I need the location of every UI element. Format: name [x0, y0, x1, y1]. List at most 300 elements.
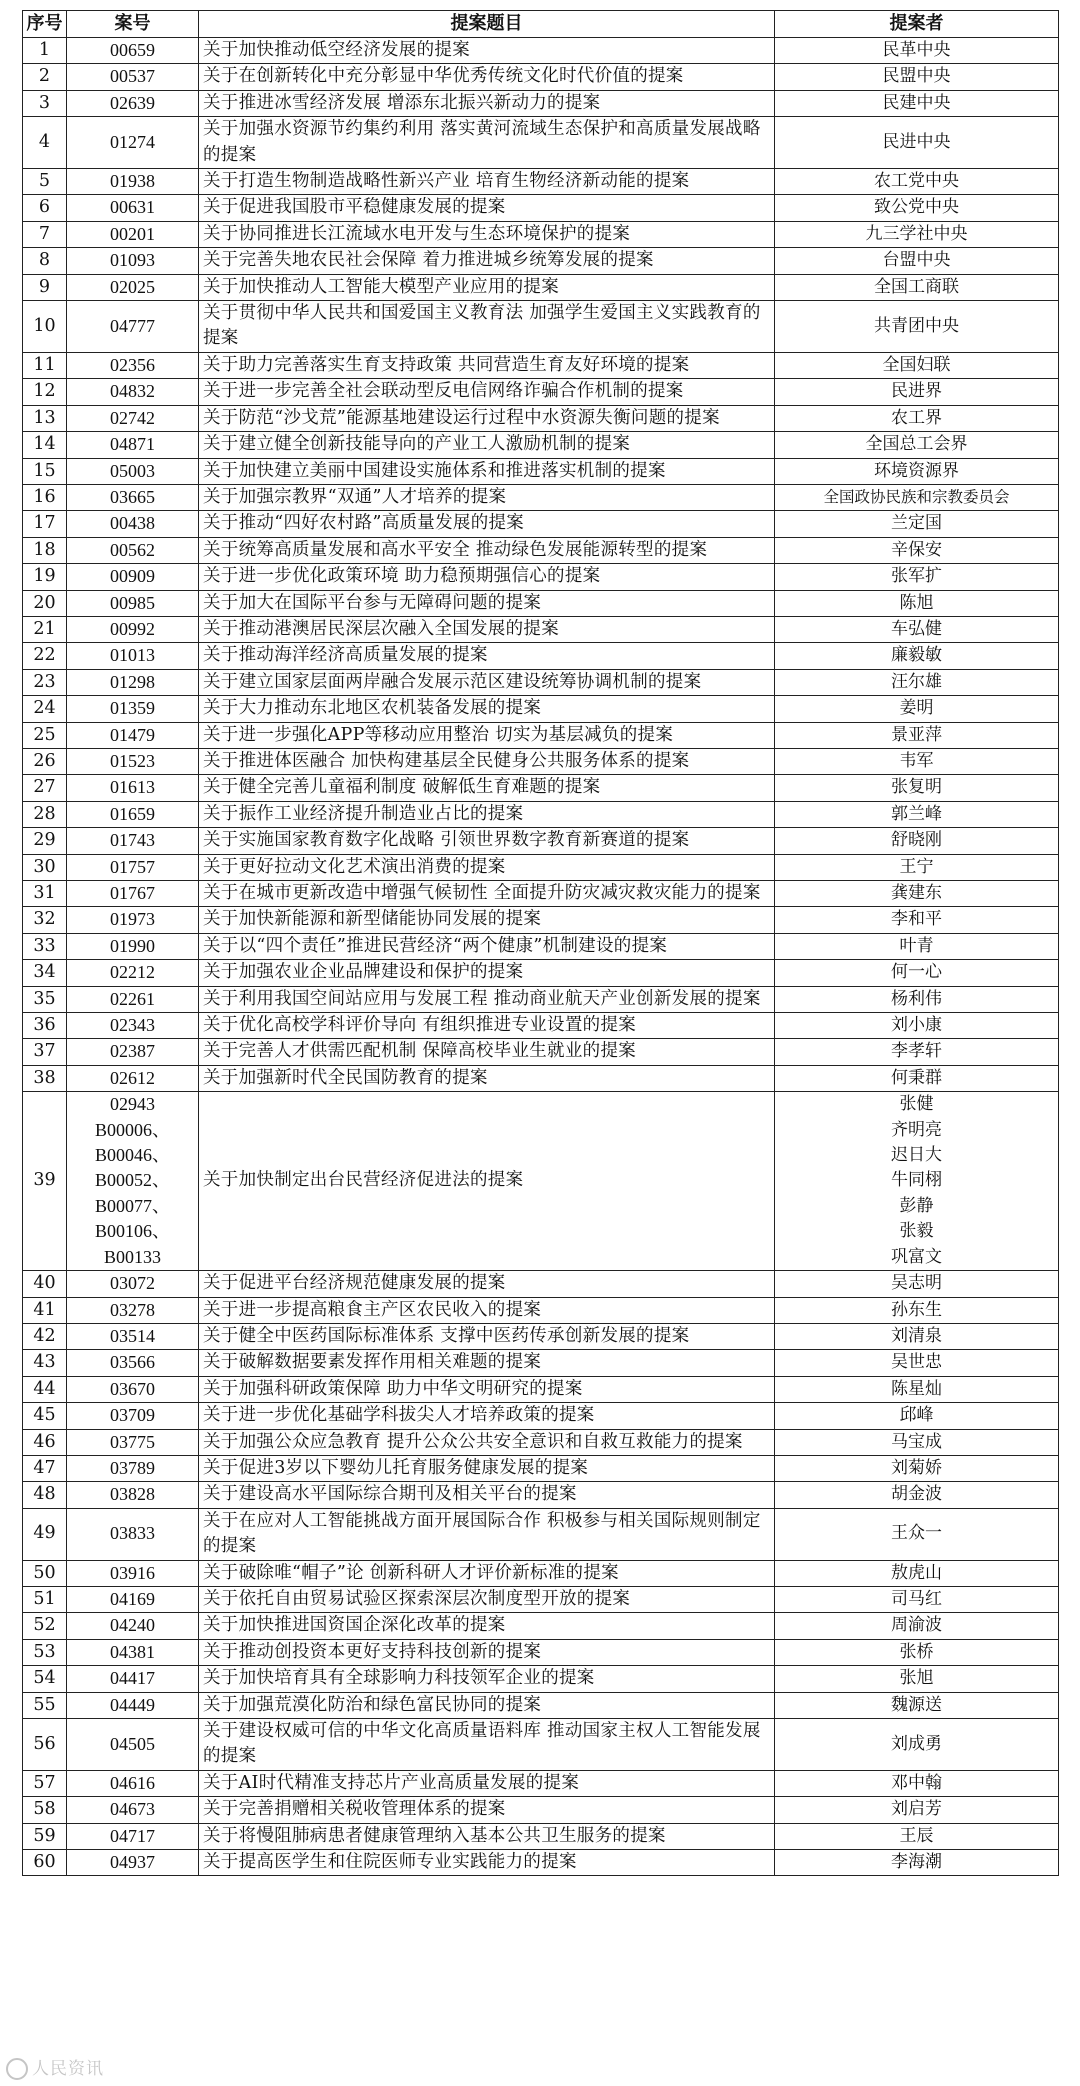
- table-row: [23, 1429, 1059, 1455]
- proposer: 李孝轩: [775, 1039, 1059, 1065]
- table-row: [23, 801, 1059, 827]
- header-no: 序号: [23, 11, 67, 38]
- proposer: 农工党中央: [775, 169, 1059, 195]
- proposer-line: 彭静: [899, 1195, 934, 1216]
- case-number: 01479: [67, 722, 199, 748]
- row-number: 46: [23, 1429, 67, 1455]
- case-number: 01523: [67, 748, 199, 774]
- proposer: 张桥: [775, 1639, 1059, 1665]
- proposal-title: 关于统筹高质量发展和高水平安全 推动绿色发展能源转型的提案: [199, 537, 775, 563]
- table-row: [23, 669, 1059, 695]
- proposer: 全国妇联: [775, 352, 1059, 378]
- table-row: [23, 1065, 1059, 1091]
- case-number: 00992: [67, 616, 199, 642]
- row-number: 36: [23, 1013, 67, 1039]
- proposal-title: 关于进一步完善全社会联动型反电信网络诈骗合作机制的提案: [199, 379, 775, 405]
- row-number: 28: [23, 801, 67, 827]
- row-number: 25: [23, 722, 67, 748]
- row-number: 16: [23, 484, 67, 510]
- proposal-title: 关于加强农业企业品牌建设和保护的提案: [199, 960, 775, 986]
- table-row: [23, 117, 1059, 169]
- proposer: 民革中央: [775, 38, 1059, 64]
- table-row: [23, 1039, 1059, 1065]
- case-number: 03828: [67, 1482, 199, 1508]
- proposer-line: 张毅: [899, 1221, 934, 1242]
- proposal-title: 关于提高医学生和住院医师专业实践能力的提案: [199, 1850, 775, 1876]
- case-number: 02343: [67, 1013, 199, 1039]
- proposer: 台盟中央: [775, 248, 1059, 274]
- case-number: 03278: [67, 1297, 199, 1323]
- header-row: [23, 11, 1059, 38]
- case-number: 05003: [67, 458, 199, 484]
- row-number: 52: [23, 1613, 67, 1639]
- row-number: 21: [23, 616, 67, 642]
- proposal-title: 关于推动创投资本更好支持科技创新的提案: [199, 1639, 775, 1665]
- proposal-title: 关于防范“沙戈荒”能源基地建设运行过程中水资源失衡问题的提案: [199, 405, 775, 431]
- case-number: 01013: [67, 643, 199, 669]
- proposer: 陈旭: [775, 590, 1059, 616]
- row-number: 11: [23, 352, 67, 378]
- row-number: 57: [23, 1770, 67, 1796]
- row-number: 14: [23, 432, 67, 458]
- proposal-title: 关于加强新时代全民国防教育的提案: [199, 1065, 775, 1091]
- table-row: [23, 748, 1059, 774]
- case-number-line: B00106、: [94, 1221, 170, 1242]
- proposal-title: 关于推动“四好农村路”高质量发展的提案: [199, 511, 775, 537]
- case-number: 04673: [67, 1797, 199, 1823]
- table-row: [23, 1666, 1059, 1692]
- proposal-title: 关于进一步优化政策环境 助力稳预期强信心的提案: [199, 564, 775, 590]
- watermark: [6, 2054, 104, 2080]
- proposer: 环境资源界: [775, 458, 1059, 484]
- proposal-title: 关于促进3岁以下婴幼儿托育服务健康发展的提案: [199, 1455, 775, 1481]
- proposer: 九三学社中央: [775, 221, 1059, 247]
- table-row: [23, 1092, 1059, 1271]
- case-number: 04169: [67, 1586, 199, 1612]
- proposer: 全国总工会界: [775, 432, 1059, 458]
- proposal-title: 关于在城市更新改造中增强气候韧性 全面提升防灾减灾救灾能力的提案: [199, 881, 775, 907]
- case-number: 03072: [67, 1271, 199, 1297]
- proposal-title: 关于在应对人工智能挑战方面开展国际合作 积极参与相关国际规则制定的提案: [199, 1508, 775, 1560]
- case-number: 02742: [67, 405, 199, 431]
- table-row: [23, 1797, 1059, 1823]
- table-row: [23, 933, 1059, 959]
- table-row: [23, 1297, 1059, 1323]
- proposal-title: 关于完善人才供需匹配机制 保障高校毕业生就业的提案: [199, 1039, 775, 1065]
- table-row: [23, 1692, 1059, 1718]
- case-number: 00909: [67, 564, 199, 590]
- case-number: 04417: [67, 1666, 199, 1692]
- proposer: 刘成勇: [775, 1719, 1059, 1771]
- proposal-title: 关于加快新能源和新型储能协同发展的提案: [199, 907, 775, 933]
- table-row: [23, 1770, 1059, 1796]
- case-number: 04717: [67, 1823, 199, 1849]
- proposal-title: 关于加快建立美丽中国建设实施体系和推进落实机制的提案: [199, 458, 775, 484]
- case-number: 04505: [67, 1719, 199, 1771]
- row-number: 41: [23, 1297, 67, 1323]
- table-row: [23, 511, 1059, 537]
- proposal-title: 关于加快制定出台民营经济促进法的提案: [199, 1092, 775, 1271]
- table-row: [23, 1719, 1059, 1771]
- proposer: 汪尔雄: [775, 669, 1059, 695]
- case-number: 01359: [67, 696, 199, 722]
- row-number: 22: [23, 643, 67, 669]
- proposal-title: 关于以“四个责任”推进民营经济“两个健康”机制建设的提案: [199, 933, 775, 959]
- case-number: 00659: [67, 38, 199, 64]
- row-number: 2: [23, 64, 67, 90]
- proposal-title: 关于进一步提高粮食主产区农民收入的提案: [199, 1297, 775, 1323]
- case-number-line: B00046、: [94, 1145, 170, 1166]
- proposer: 刘菊娇: [775, 1455, 1059, 1481]
- case-number: 01973: [67, 907, 199, 933]
- table-row: [23, 1508, 1059, 1560]
- proposer: 魏源送: [775, 1692, 1059, 1718]
- table-row: [23, 1376, 1059, 1402]
- row-number: 5: [23, 169, 67, 195]
- row-number: 3: [23, 90, 67, 116]
- row-number: 6: [23, 195, 67, 221]
- case-number-line: B00077、: [94, 1195, 170, 1216]
- table-row: [23, 1850, 1059, 1876]
- table-row: [23, 248, 1059, 274]
- proposer: 张复明: [775, 775, 1059, 801]
- proposal-title: 关于健全完善儿童福利制度 破解低生育难题的提案: [199, 775, 775, 801]
- case-number: 03670: [67, 1376, 199, 1402]
- row-number: 51: [23, 1586, 67, 1612]
- proposal-title: 关于振作工业经济提升制造业占比的提案: [199, 801, 775, 827]
- row-number: 10: [23, 301, 67, 353]
- case-number: 02612: [67, 1065, 199, 1091]
- row-number: 40: [23, 1271, 67, 1297]
- proposal-title: 关于加强宗教界“双通”人才培养的提案: [199, 484, 775, 510]
- case-number: 03709: [67, 1403, 199, 1429]
- proposer: 杨利伟: [775, 986, 1059, 1012]
- proposer: 司马红: [775, 1586, 1059, 1612]
- table-row: [23, 484, 1059, 510]
- table-row: [23, 1560, 1059, 1586]
- table-row: [23, 1586, 1059, 1612]
- header-proposer: 提案者: [775, 11, 1059, 38]
- proposer: 兰定国: [775, 511, 1059, 537]
- proposer: 王宁: [775, 854, 1059, 880]
- table-row: [23, 64, 1059, 90]
- proposer: 马宝成: [775, 1429, 1059, 1455]
- proposer-line: 张健: [899, 1094, 934, 1115]
- case-number: 01938: [67, 169, 199, 195]
- case-number: 00537: [67, 64, 199, 90]
- row-number: 4: [23, 117, 67, 169]
- proposer: 叶青: [775, 933, 1059, 959]
- case-number: 01274: [67, 117, 199, 169]
- row-number: 27: [23, 775, 67, 801]
- case-number: 00631: [67, 195, 199, 221]
- case-number: 02356: [67, 352, 199, 378]
- proposal-title: 关于大力推动东北地区农机装备发展的提案: [199, 696, 775, 722]
- proposer: 张军扩: [775, 564, 1059, 590]
- table-row: [23, 1271, 1059, 1297]
- proposal-title: 关于建立国家层面两岸融合发展示范区建设统筹协调机制的提案: [199, 669, 775, 695]
- table-row: [23, 195, 1059, 221]
- proposer: 刘启芳: [775, 1797, 1059, 1823]
- row-number: 48: [23, 1482, 67, 1508]
- proposal-title: 关于利用我国空间站应用与发展工程 推动商业航天产业创新发展的提案: [199, 986, 775, 1012]
- table-row: [23, 828, 1059, 854]
- proposer: [775, 1092, 1059, 1271]
- proposal-title: 关于完善失地农民社会保障 着力推进城乡统筹发展的提案: [199, 248, 775, 274]
- proposer: 民建中央: [775, 90, 1059, 116]
- proposer: 何秉群: [775, 1065, 1059, 1091]
- proposer: 舒晓刚: [775, 828, 1059, 854]
- case-number-line: B00052、: [94, 1170, 170, 1191]
- case-number: 02025: [67, 274, 199, 300]
- case-number: 03775: [67, 1429, 199, 1455]
- proposal-title: 关于推进冰雪经济发展 增添东北振兴新动力的提案: [199, 90, 775, 116]
- proposal-title: 关于加强水资源节约集约利用 落实黄河流域生态保护和高质量发展战略的提案: [199, 117, 775, 169]
- proposal-table: [22, 10, 1059, 1876]
- proposer: 全国工商联: [775, 274, 1059, 300]
- proposer: 何一心: [775, 960, 1059, 986]
- table-row: [23, 1639, 1059, 1665]
- proposer: 景亚萍: [775, 722, 1059, 748]
- proposer: 陈星灿: [775, 1376, 1059, 1402]
- case-number: 01743: [67, 828, 199, 854]
- case-number: 00201: [67, 221, 199, 247]
- watermark-logo-icon: [6, 2058, 28, 2080]
- row-number: 7: [23, 221, 67, 247]
- case-number-line: B00006、: [94, 1119, 170, 1140]
- table-row: [23, 1013, 1059, 1039]
- case-number: 03665: [67, 484, 199, 510]
- row-number: 43: [23, 1350, 67, 1376]
- proposal-title: 关于打造生物制造战略性新兴产业 培育生物经济新动能的提案: [199, 169, 775, 195]
- table-row: [23, 405, 1059, 431]
- proposer-line: 牛同栩: [891, 1170, 942, 1191]
- case-number: 04937: [67, 1850, 199, 1876]
- case-number: 03566: [67, 1350, 199, 1376]
- row-number: 60: [23, 1850, 67, 1876]
- proposer: 农工界: [775, 405, 1059, 431]
- table-row: [23, 1613, 1059, 1639]
- proposer: 全国政协民族和宗教委员会: [775, 484, 1059, 510]
- proposer: 吴志明: [775, 1271, 1059, 1297]
- row-number: 45: [23, 1403, 67, 1429]
- proposer: 吴世忠: [775, 1350, 1059, 1376]
- row-number: 54: [23, 1666, 67, 1692]
- proposer: 刘清泉: [775, 1323, 1059, 1349]
- proposer: 邱峰: [775, 1403, 1059, 1429]
- table-row: [23, 907, 1059, 933]
- row-number: 1: [23, 38, 67, 64]
- table-row: [23, 986, 1059, 1012]
- proposal-title: 关于建设高水平国际综合期刊及相关平台的提案: [199, 1482, 775, 1508]
- proposer-line: 迟日大: [891, 1145, 942, 1166]
- proposal-title: 关于加快推进国资国企深化改革的提案: [199, 1613, 775, 1639]
- case-number-line: B00133: [103, 1246, 161, 1267]
- case-number: 01757: [67, 854, 199, 880]
- proposer: 周渝波: [775, 1613, 1059, 1639]
- row-number: 26: [23, 748, 67, 774]
- proposal-title: 关于在创新转化中充分彰显中华优秀传统文化时代价值的提案: [199, 64, 775, 90]
- watermark-text: 人民资讯: [32, 2059, 104, 2079]
- proposer: 姜明: [775, 696, 1059, 722]
- proposer: 王众一: [775, 1508, 1059, 1560]
- proposer: 孙东生: [775, 1297, 1059, 1323]
- proposer: 邓中翰: [775, 1770, 1059, 1796]
- proposer: 致公党中央: [775, 195, 1059, 221]
- case-number: 04381: [67, 1639, 199, 1665]
- proposal-title: 关于加强荒漠化防治和绿色富民协同的提案: [199, 1692, 775, 1718]
- proposal-title: 关于将慢阻肺病患者健康管理纳入基本公共卫生服务的提案: [199, 1823, 775, 1849]
- row-number: 29: [23, 828, 67, 854]
- proposer: 张旭: [775, 1666, 1059, 1692]
- case-number: 04616: [67, 1770, 199, 1796]
- table-row: [23, 590, 1059, 616]
- case-number: 03916: [67, 1560, 199, 1586]
- row-number: 58: [23, 1797, 67, 1823]
- case-number: 01093: [67, 248, 199, 274]
- table-row: [23, 722, 1059, 748]
- proposal-title: 关于破解数据要素发挥作用相关难题的提案: [199, 1350, 775, 1376]
- row-number: 34: [23, 960, 67, 986]
- table-row: [23, 1403, 1059, 1429]
- row-number: 20: [23, 590, 67, 616]
- proposal-title: 关于推动港澳居民深层次融入全国发展的提案: [199, 616, 775, 642]
- row-number: 17: [23, 511, 67, 537]
- table-row: [23, 1323, 1059, 1349]
- row-number: 56: [23, 1719, 67, 1771]
- case-number: 04777: [67, 301, 199, 353]
- case-number: 04832: [67, 379, 199, 405]
- case-number: 03514: [67, 1323, 199, 1349]
- row-number: 50: [23, 1560, 67, 1586]
- proposal-title: 关于促进我国股市平稳健康发展的提案: [199, 195, 775, 221]
- table-row: [23, 458, 1059, 484]
- proposer: 共青团中央: [775, 301, 1059, 353]
- proposal-title: 关于加快推动人工智能大模型产业应用的提案: [199, 274, 775, 300]
- proposer: 韦军: [775, 748, 1059, 774]
- row-number: 39: [23, 1092, 67, 1271]
- proposal-title: 关于AI时代精准支持芯片产业高质量发展的提案: [199, 1770, 775, 1796]
- row-number: 31: [23, 881, 67, 907]
- case-number: 01613: [67, 775, 199, 801]
- row-number: 30: [23, 854, 67, 880]
- table-row: [23, 90, 1059, 116]
- case-number: 02387: [67, 1039, 199, 1065]
- proposal-title: 关于加快推动低空经济发展的提案: [199, 38, 775, 64]
- proposer: 民进中央: [775, 117, 1059, 169]
- table-row: [23, 1350, 1059, 1376]
- case-number: 02261: [67, 986, 199, 1012]
- table-row: [23, 379, 1059, 405]
- row-number: 23: [23, 669, 67, 695]
- case-number: 01659: [67, 801, 199, 827]
- table-row: [23, 775, 1059, 801]
- row-number: 33: [23, 933, 67, 959]
- proposer: 民进界: [775, 379, 1059, 405]
- proposal-title: 关于依托自由贸易试验区探索深层次制度型开放的提案: [199, 1586, 775, 1612]
- case-number: [67, 1092, 199, 1271]
- case-number: 04240: [67, 1613, 199, 1639]
- proposal-title: 关于协同推进长江流域水电开发与生态环境保护的提案: [199, 221, 775, 247]
- case-number: 01767: [67, 881, 199, 907]
- table-row: [23, 1455, 1059, 1481]
- proposal-title: 关于实施国家教育数字化战略 引领世界数字教育新赛道的提案: [199, 828, 775, 854]
- table-row: [23, 616, 1059, 642]
- row-number: 55: [23, 1692, 67, 1718]
- proposal-title: 关于推动海洋经济高质量发展的提案: [199, 643, 775, 669]
- case-number: 00562: [67, 537, 199, 563]
- proposer: 王辰: [775, 1823, 1059, 1849]
- header-case: 案号: [67, 11, 199, 38]
- row-number: 13: [23, 405, 67, 431]
- header-title: 提案题目: [199, 11, 775, 38]
- proposer: 廉毅敏: [775, 643, 1059, 669]
- table-row: [23, 221, 1059, 247]
- row-number: 15: [23, 458, 67, 484]
- row-number: 44: [23, 1376, 67, 1402]
- proposal-title: 关于贯彻中华人民共和国爱国主义教育法 加强学生爱国主义实践教育的提案: [199, 301, 775, 353]
- row-number: 19: [23, 564, 67, 590]
- proposal-title: 关于加大在国际平台参与无障碍问题的提案: [199, 590, 775, 616]
- case-number: 02212: [67, 960, 199, 986]
- row-number: 9: [23, 274, 67, 300]
- table-row: [23, 169, 1059, 195]
- row-number: 24: [23, 696, 67, 722]
- proposal-title: 关于助力完善落实生育支持政策 共同营造生育友好环境的提案: [199, 352, 775, 378]
- proposal-title: 关于更好拉动文化艺术演出消费的提案: [199, 854, 775, 880]
- proposal-title: 关于进一步强化APP等移动应用整治 切实为基层减负的提案: [199, 722, 775, 748]
- proposal-title: 关于优化高校学科评价导向 有组织推进专业设置的提案: [199, 1013, 775, 1039]
- proposer: 李海潮: [775, 1850, 1059, 1876]
- proposal-title: 关于加快培育具有全球影响力科技领军企业的提案: [199, 1666, 775, 1692]
- table-row: [23, 960, 1059, 986]
- table-row: [23, 1823, 1059, 1849]
- row-number: 18: [23, 537, 67, 563]
- proposal-title: 关于加强公众应急教育 提升公众公共安全意识和自救互救能力的提案: [199, 1429, 775, 1455]
- case-number: 00985: [67, 590, 199, 616]
- table-row: [23, 881, 1059, 907]
- proposer: 辛保安: [775, 537, 1059, 563]
- case-number: 01298: [67, 669, 199, 695]
- proposer: 胡金波: [775, 1482, 1059, 1508]
- proposer-line: 巩富文: [891, 1246, 942, 1267]
- table-row: [23, 352, 1059, 378]
- proposer-line: 齐明亮: [891, 1119, 942, 1140]
- row-number: 53: [23, 1639, 67, 1665]
- table-row: [23, 274, 1059, 300]
- table-row: [23, 301, 1059, 353]
- table-row: [23, 38, 1059, 64]
- case-number-line: 02943: [110, 1094, 155, 1115]
- row-number: 38: [23, 1065, 67, 1091]
- row-number: 37: [23, 1039, 67, 1065]
- case-number: 01990: [67, 933, 199, 959]
- proposal-title: 关于促进平台经济规范健康发展的提案: [199, 1271, 775, 1297]
- proposal-title: 关于健全中医药国际标准体系 支撑中医药传承创新发展的提案: [199, 1323, 775, 1349]
- proposer: 刘小康: [775, 1013, 1059, 1039]
- proposer: 车弘健: [775, 616, 1059, 642]
- row-number: 49: [23, 1508, 67, 1560]
- row-number: 8: [23, 248, 67, 274]
- table-row: [23, 643, 1059, 669]
- proposal-title: 关于建设权威可信的中华文化高质量语料库 推动国家主权人工智能发展的提案: [199, 1719, 775, 1771]
- row-number: 12: [23, 379, 67, 405]
- case-number: 02639: [67, 90, 199, 116]
- row-number: 32: [23, 907, 67, 933]
- case-number: 03833: [67, 1508, 199, 1560]
- row-number: 47: [23, 1455, 67, 1481]
- proposal-title: 关于进一步优化基础学科拔尖人才培养政策的提案: [199, 1403, 775, 1429]
